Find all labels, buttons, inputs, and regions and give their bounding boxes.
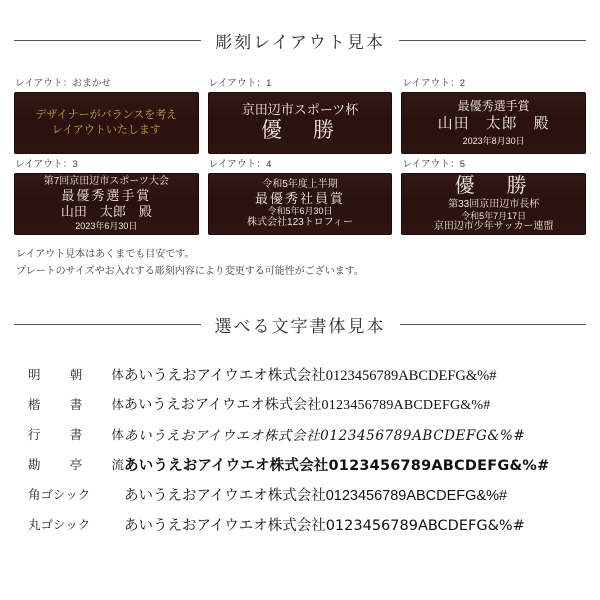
layout-sample-cell <box>401 75 586 154</box>
plate-line: 2023年6月30日 <box>75 220 138 231</box>
heading-rule-right <box>400 324 587 325</box>
plate-line: 最優秀選手賞 <box>61 188 152 204</box>
layout-note-line: プレートのサイズやお入れする彫刻内容により変更する可能性がございます。 <box>16 265 364 277</box>
plate-line: レイアウトいたします <box>51 124 161 136</box>
font-name-char: 書 <box>69 428 83 442</box>
font-section-title: 選べる文字書体見本 <box>214 317 386 336</box>
font-sample-text: あいうえおアイウエオ株式会社0123456789ABCDEFG&%# <box>124 517 525 534</box>
heading-rule-right <box>399 40 586 41</box>
layout-sample-label: レイアウト：1 <box>208 78 272 89</box>
layout-sample-cell <box>401 156 586 235</box>
layout-sample-label: レイアウト：2 <box>402 78 466 89</box>
plate-line: 令和5年7月17日 <box>461 210 527 221</box>
font-name-mincho <box>28 365 124 383</box>
plate-line: 令和5年6月30日 <box>267 206 333 217</box>
layout-sample-cell <box>208 75 393 154</box>
plate-line: 山田 太郎 殿 <box>60 203 152 219</box>
plate-line: 2023年8月30日 <box>462 136 525 147</box>
plate-line: 京田辺市少年サッカー連盟 <box>433 221 554 233</box>
layout-sample-grid <box>14 75 586 235</box>
plate-line: 第7回京田辺市スポーツ大会 <box>43 176 169 188</box>
font-name-char: 丸ゴシック <box>28 518 91 532</box>
plate-line: 優 勝 <box>260 119 339 143</box>
heading-rule-left <box>14 324 201 325</box>
font-sample-row <box>28 359 576 389</box>
layout-sample-label: レイアウト：3 <box>15 159 78 170</box>
font-name-char: 体 <box>111 398 124 412</box>
font-name-char: 行 <box>28 428 41 442</box>
plate-line: 最優秀選手賞 <box>457 99 530 114</box>
layout-sample-label: レイアウト：5 <box>402 159 466 170</box>
font-sample-row <box>28 419 576 449</box>
layout-notes <box>14 247 586 280</box>
font-name-char: 書 <box>69 398 83 412</box>
font-sample-text: あいうえおアイウエオ株式会社0123456789ABCDEFG&%# <box>124 367 497 384</box>
engraving-plate-preview <box>208 173 393 235</box>
layout-section-title: 彫刻レイアウト見本 <box>215 33 385 52</box>
font-name-char: 体 <box>111 428 124 442</box>
engraving-plate-preview <box>401 173 586 235</box>
plate-line: 令和5年度上半期 <box>262 179 338 191</box>
font-sample-text: あいうえおアイウエオ株式会社0123456789ABCDEFG&%# <box>124 457 550 474</box>
font-sample-text: あいうえおアイウエオ株式会社0123456789ABCDEFG&%# <box>124 487 508 504</box>
plate-line: 株式会社123トロフィー <box>247 216 353 228</box>
engraving-plate-preview <box>14 173 199 235</box>
engraving-plate-preview <box>14 92 199 154</box>
plate-line: 第33回京田辺市長杯 <box>448 198 540 210</box>
plate-line: 最優秀社員賞 <box>254 191 345 207</box>
font-name-char: 流 <box>111 458 124 472</box>
engraving-plate-preview <box>208 92 393 154</box>
font-sample-row <box>28 509 576 539</box>
heading-rule-left <box>14 40 201 41</box>
font-sample-text: あいうえおアイウエオ株式会社0123456789ABCDEFG&%# <box>124 398 491 413</box>
font-name-gyosho <box>28 425 124 443</box>
font-name-kaisho <box>28 395 124 413</box>
layout-sample-cell <box>14 156 199 235</box>
font-name-char: 勘 <box>28 458 41 472</box>
font-section-heading <box>14 302 586 337</box>
font-name-char: 明 <box>28 368 41 382</box>
font-sample-list <box>14 359 586 539</box>
layout-note-line: レイアウト見本はあくまでも目安です。 <box>16 249 195 260</box>
engraving-plate-preview <box>401 92 586 154</box>
font-name-char: 角ゴシック <box>28 488 91 502</box>
layout-sample-label: レイアウト：4 <box>208 159 272 170</box>
font-name-kaku-gothic <box>28 485 124 503</box>
font-sample-row <box>28 479 576 509</box>
plate-line: デザイナーがバランスを考え <box>35 109 178 122</box>
layout-sample-cell <box>208 156 393 235</box>
font-sample-text: あいうえおアイウエオ株式会社0123456789ABCDEFG&%# <box>124 428 526 444</box>
layout-sample-cell <box>14 75 199 154</box>
font-name-maru-gothic <box>28 515 124 533</box>
font-name-char: 朝 <box>69 368 83 382</box>
font-name-char: 楷 <box>28 398 41 412</box>
font-sample-row <box>28 449 576 479</box>
layout-section-heading <box>14 0 586 53</box>
layout-sample-label: レイアウト：おまかせ <box>15 78 112 89</box>
font-name-char: 体 <box>111 368 124 382</box>
plate-line: 京田辺市スポーツ杯 <box>241 101 359 117</box>
plate-line: 優 勝 <box>454 175 533 198</box>
plate-line: 山田 太郎 殿 <box>437 115 550 133</box>
font-name-kanteiryu <box>28 455 124 473</box>
font-name-char: 亭 <box>69 458 83 472</box>
font-sample-row <box>28 389 576 419</box>
